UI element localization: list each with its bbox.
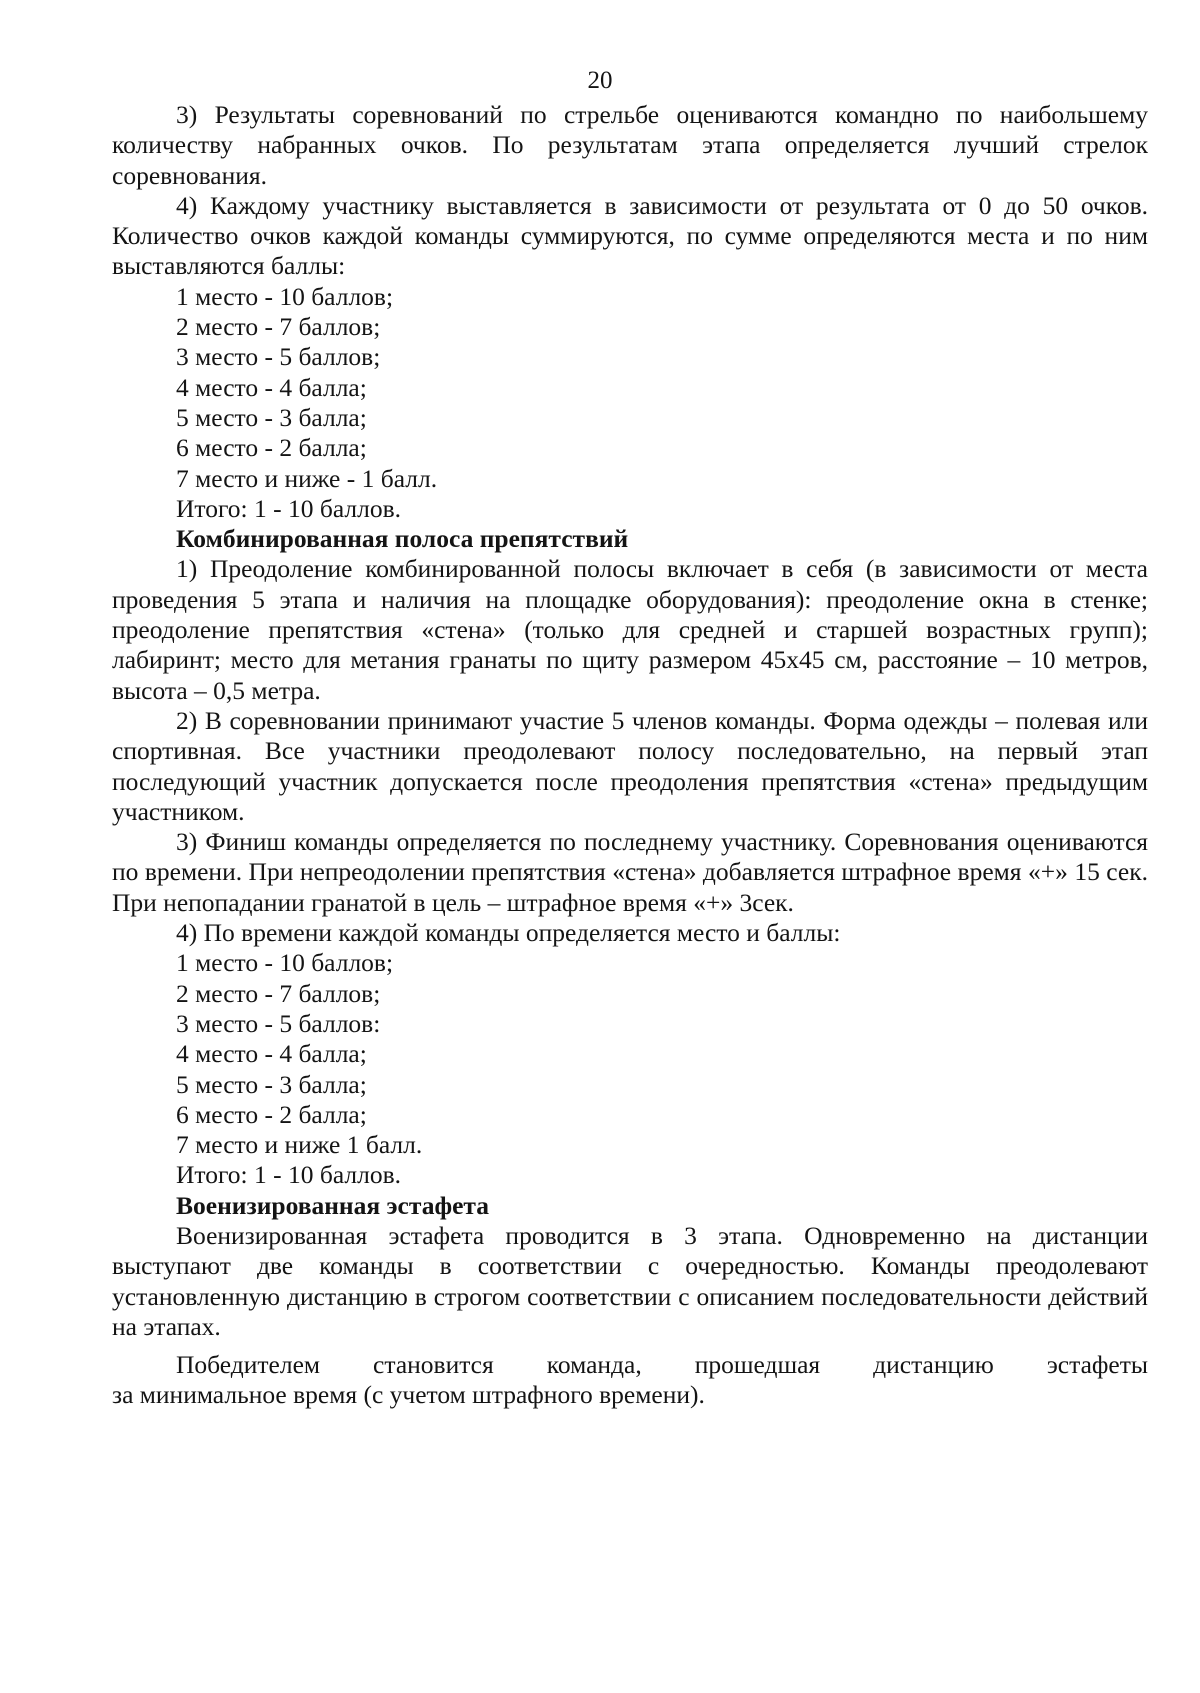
list-item: 2 место - 7 баллов; (176, 312, 381, 342)
document-body (112, 100, 1148, 1411)
list-item: 5 место - 3 балла; (176, 1069, 367, 1099)
obstacle-places-list (112, 948, 1148, 1190)
list-item: 3 место - 5 баллов; (176, 342, 381, 372)
list-item: 6 место - 2 балла; (176, 433, 367, 463)
relay-paragraph-1: Военизированная эстафета проводится в 3 этапа. Одновременно на дистанции выступают две команды в соответствии с очередностью. Команды преодолевают установленную дистанцию в строгом соответствии с описанием последовательности действий на этапах. (112, 1220, 1148, 1341)
list-item: 4 место - 4 балла; (176, 372, 367, 402)
shooting-results-paragraph: 3) Результаты соревнований по стрельбе оцениваются командно по наибольшему количеству набранных очков. По результатам этапа определяется лучший стрелок соревнования. (112, 100, 1148, 190)
list-total: Итого: 1 - 10 баллов. (176, 1160, 402, 1190)
relay-paragraph-2-line-2: за минимальное время (с учетом штрафного времени). (112, 1380, 705, 1410)
obstacle-course-paragraph-1: 1) Преодоление комбинированной полосы включает в себя (в зависимости от места проведения 5 этапа и наличия на площадке оборудования): преодоление окна в стенке; преодоление препятствия «стена» (только для средней и старшей возрастных групп); лабиринт; место для метания гранаты по щиту размером 45х45 см, расстояние – 10 метров, высота – 0,5 метра. (112, 554, 1148, 705)
page-number: 20 (587, 67, 613, 94)
shooting-places-list (112, 282, 1148, 524)
shooting-scoring-paragraph: 4) Каждому участнику выставляется в зависимости от результата от 0 до 50 очков. Количество очков каждой команды суммируются, по сумме определяются места и по ним выставляются баллы: (112, 190, 1148, 281)
list-total: Итого: 1 - 10 баллов. (176, 493, 402, 523)
list-item: 7 место и ниже - 1 балл. (176, 463, 438, 493)
list-item: 4 место - 4 балла; (176, 1039, 367, 1069)
list-item: 5 место - 3 балла; (176, 402, 367, 432)
obstacle-course-paragraph-2: 2) В соревновании принимают участие 5 членов команды. Форма одежды – полевая или спортивная. Все участники преодолевают полосу последовательно, на первый этап последующий участник допускается после преодоления препятствия «стена» предыдущим участником. (112, 705, 1148, 826)
obstacle-course-heading: Комбинированная полоса препятствий (176, 524, 629, 554)
list-item: 1 место - 10 баллов; (176, 948, 394, 978)
relay-heading: Военизированная эстафета (176, 1190, 489, 1220)
obstacle-course-paragraph-4: 4) По времени каждой команды определяется место и баллы: (176, 918, 841, 948)
list-item: 2 место - 7 баллов; (176, 978, 381, 1008)
relay-paragraph-2-line-1: Победителем становится команда, прошедшая дистанцию эстафеты (176, 1350, 1148, 1380)
list-item: 6 место - 2 балла; (176, 1099, 367, 1129)
list-item: 1 место - 10 баллов; (176, 281, 394, 311)
list-item: 3 место - 5 баллов: (176, 1008, 381, 1038)
obstacle-course-paragraph-3: 3) Финиш команды определяется по последнему участнику. Соревнования оцениваются по времени. При непреодолении препятствия «стена» добавляется штрафное время «+» 15 сек. При непопадании гранатой в цель – штрафное время «+» 3сек. (112, 827, 1148, 917)
list-item: 7 место и ниже 1 балл. (176, 1130, 423, 1160)
